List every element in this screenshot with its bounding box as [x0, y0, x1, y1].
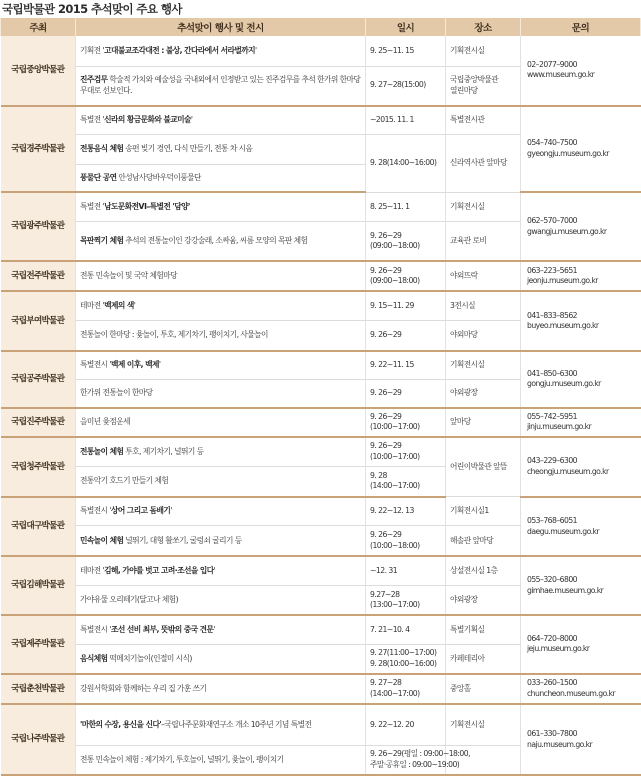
- event-description: [76, 106, 366, 135]
- event-text: 을미년 윷점운세: [80, 416, 131, 426]
- date-line: (09:00∼18:00): [370, 276, 420, 286]
- event-text: 한가위 전통놀이 한마당: [80, 387, 153, 397]
- column-header: 일시: [366, 18, 446, 36]
- event-date: [366, 497, 446, 526]
- place-line: 3전시실: [450, 300, 475, 310]
- table-row: [1, 437, 641, 466]
- event-text: 테마전 ': [80, 566, 105, 576]
- museum-name: 국립공주박물관: [1, 351, 76, 408]
- date-line: 9. 26∼29(평일 : 09:00∼18:00,: [370, 749, 471, 759]
- contact-phone: 055–742–5951: [527, 411, 577, 421]
- contact-info: [521, 437, 641, 497]
- museum-name: 국립춘천박물관: [1, 674, 76, 704]
- date-line: (10:00∼17:00): [370, 451, 420, 461]
- place-line: 신라역사관 앞마당: [450, 158, 507, 168]
- event-date: [366, 466, 446, 496]
- contact-website: gwangju.museum.go.kr: [527, 226, 607, 236]
- event-title: 상어 그리고 돔배기: [110, 506, 171, 516]
- contact-info: [521, 351, 641, 408]
- event-date: [366, 586, 446, 615]
- date-line: 9. 27(11:00∼17:00): [370, 648, 437, 658]
- event-text: 전통 민속놀이 체험 : 제기차기, 투호놀이, 널뛰기, 윷놀이, 팽이치기: [80, 754, 284, 764]
- table-row: [1, 704, 641, 745]
- event-date: [366, 192, 446, 221]
- event-place: [446, 704, 521, 745]
- date-line: 9. 26∼29: [370, 411, 402, 421]
- contact-phone: 053–768–6051: [527, 516, 577, 525]
- contact-website: jeonju.museum.go.kr: [527, 276, 598, 286]
- place-line: 국립중앙박물관: [450, 75, 499, 85]
- event-place: [446, 351, 521, 379]
- event-place: [446, 674, 521, 704]
- table-row: [1, 106, 641, 135]
- event-place: [446, 321, 521, 351]
- event-date: [366, 351, 446, 379]
- event-place: [446, 379, 521, 407]
- contact-info: [521, 261, 641, 291]
- contact-phone: 063–223–5651: [527, 265, 577, 275]
- date-line: (10:00∼17:00): [370, 422, 420, 432]
- date-line: 9. 22∼12. 20: [370, 719, 414, 729]
- event-description: [76, 379, 366, 407]
- contact-website: jeju.museum.go.kr: [527, 644, 590, 654]
- event-place: [446, 644, 521, 673]
- event-text: ': [190, 115, 193, 125]
- event-date: [366, 66, 446, 105]
- date-line: ∼12. 31: [370, 566, 398, 576]
- table-header-row: [1, 18, 641, 36]
- event-description: [76, 192, 366, 221]
- contact-info: [521, 497, 641, 557]
- date-line: 7. 21∼10. 4: [370, 624, 410, 634]
- contact-phone: 02–2077–9000: [527, 59, 577, 69]
- event-place: [446, 135, 521, 193]
- contact-website: gyeongju.museum.go.kr: [527, 148, 609, 158]
- event-title: 백제의 색: [104, 300, 134, 310]
- contact-info: [521, 36, 641, 106]
- event-place: [446, 192, 521, 221]
- event-place: [446, 497, 521, 526]
- place-line: 특별전시관: [450, 115, 485, 125]
- event-text: 안성남사당바우덕이풍물단: [116, 172, 201, 182]
- museum-name: 국립진주박물관: [1, 408, 76, 437]
- event-date: [366, 615, 446, 644]
- event-date: [366, 106, 446, 135]
- date-line: 9. 26∼29: [370, 441, 402, 451]
- event-text: –국립나주문화재연구소 개소 10주년 기념 특별전: [161, 719, 312, 729]
- contact-phone: 062–570–7000: [527, 216, 577, 226]
- museum-name: 국립부여박물관: [1, 291, 76, 351]
- museum-name: 국립중앙박물관: [1, 36, 76, 106]
- event-text: 특별전 ': [80, 115, 105, 125]
- event-text: ': [213, 624, 215, 634]
- event-date: [366, 36, 446, 66]
- event-description: [76, 586, 366, 615]
- event-date: [366, 261, 446, 291]
- column-header: 문의: [521, 18, 641, 36]
- contact-phone: 043–229–6300: [527, 456, 577, 466]
- event-date: [366, 321, 446, 351]
- event-title: 목판찍기 체험: [80, 235, 124, 245]
- table-row: [1, 261, 641, 291]
- event-text: ': [255, 45, 257, 55]
- contact-phone: 064–720–8000: [527, 633, 577, 643]
- event-date: [366, 379, 446, 407]
- event-title: '마한의 수장, 용신을 신다': [80, 719, 162, 729]
- contact-info: [521, 106, 641, 193]
- event-text: 강원서학회와 함께하는 우리 집 가훈 쓰기: [80, 683, 207, 693]
- event-description: [76, 222, 366, 261]
- event-place: [446, 556, 521, 585]
- museum-name: 국립경주박물관: [1, 106, 76, 193]
- table-row: [1, 615, 641, 644]
- event-text: 떡메치기놀이(인절미 시식): [107, 653, 192, 663]
- event-text: 특별전시 ': [80, 506, 111, 516]
- date-line: (10:00∼18:00): [370, 540, 420, 550]
- date-line: 9. 25∼11. 15: [370, 45, 414, 55]
- place-line: 앞마당: [450, 416, 471, 426]
- contact-info: [521, 291, 641, 351]
- date-line: (14:00∼17:00): [370, 688, 420, 698]
- event-text: 투호, 제기차기, 널뛰기 등: [123, 446, 204, 456]
- event-date: [366, 526, 446, 556]
- event-description: [76, 704, 366, 745]
- museum-name: 국립대구박물관: [1, 497, 76, 557]
- place-line: 기획전시실: [450, 719, 485, 729]
- event-place: [446, 222, 521, 261]
- contact-website: naju.museum.go.kr: [527, 739, 593, 749]
- date-line: 9. 26∼29: [370, 230, 402, 240]
- contact-info: [521, 408, 641, 437]
- museum-name: 국립전주박물관: [1, 261, 76, 291]
- museum-name: 국립제주박물관: [1, 615, 76, 674]
- table-row: [1, 497, 641, 526]
- table-row: [1, 192, 641, 221]
- place-line: 기획전시실: [450, 360, 485, 370]
- contact-website: www.museum.go.kr: [527, 70, 595, 80]
- place-line: 기획전시실1: [450, 506, 489, 516]
- event-place: [446, 66, 521, 105]
- event-date: [366, 704, 446, 745]
- date-line: (14:00∼17:00): [370, 481, 420, 491]
- event-date: [366, 222, 446, 261]
- event-text: ': [133, 300, 136, 310]
- date-line: (09:00∼18:00): [370, 241, 420, 251]
- event-description: [76, 321, 366, 351]
- event-description: [76, 497, 366, 526]
- event-date: [366, 408, 446, 437]
- place-line: 기획전시실: [450, 201, 485, 211]
- place-line: 열린마당: [450, 85, 478, 95]
- date-line: 9. 15∼11. 29: [370, 300, 414, 310]
- event-text: ': [158, 360, 161, 370]
- date-line: 9. 26∼29: [370, 530, 402, 540]
- event-date: [366, 644, 446, 673]
- event-title: 진주검무: [80, 75, 108, 85]
- event-title: 김해, 가야를 벗고 고려·조선을 입다: [104, 566, 214, 576]
- contact-website: daegu.museum.go.kr: [527, 526, 600, 536]
- contact-info: [521, 674, 641, 704]
- event-title: 고대불교조각대전 : 불상, 간다라에서 서라벌까지: [104, 45, 256, 55]
- event-place: [446, 408, 521, 437]
- event-title: 전통음식 체험: [80, 144, 124, 154]
- contact-info: [521, 192, 641, 260]
- museum-name: 국립김해박물관: [1, 556, 76, 615]
- date-line: ∼2015. 11. 1: [370, 115, 414, 125]
- events-table: [0, 18, 641, 776]
- event-description: [76, 135, 366, 164]
- contact-website: gongju.museum.go.kr: [527, 379, 601, 389]
- event-text: ': [213, 566, 216, 576]
- place-line: 교육관 로비: [450, 235, 487, 245]
- place-line: 특별기획실: [450, 624, 485, 634]
- event-title: 전통놀이 체험: [80, 446, 124, 456]
- event-text: 특별전시 ': [80, 624, 111, 634]
- museum-name: 국립나주박물관: [1, 704, 76, 775]
- date-line: 9. 28: [370, 470, 387, 480]
- event-text: 널뛰기, 대형 활쏘기, 굴렁쇠 굴리기 등: [123, 535, 242, 545]
- contact-website: cheongju.museum.go.kr: [527, 466, 609, 476]
- contact-phone: 033–260–1500: [527, 678, 577, 688]
- event-place: [446, 36, 521, 66]
- place-line: 야외광장: [450, 594, 478, 604]
- date-line: 9.27∼28: [370, 589, 400, 599]
- event-place: [446, 615, 521, 644]
- contact-info: [521, 556, 641, 615]
- event-description: [76, 526, 366, 556]
- place-line: 야외마당: [450, 330, 478, 340]
- date-line: 주말·공휴일 : 09:00∼19:00): [370, 759, 460, 769]
- event-description: [76, 615, 366, 644]
- date-line: 9. 28(14:00∼16:00): [370, 158, 437, 168]
- event-text: 특별전 ': [80, 202, 105, 212]
- date-line: 9. 26∼29: [370, 265, 402, 275]
- event-text: 특별전시 ': [80, 360, 111, 370]
- event-title: 남도문화전Ⅵ–특별전 '담양': [104, 202, 190, 212]
- event-title: 백제 이후, 백제: [110, 360, 159, 370]
- date-line: 8. 25∼11. 1: [370, 201, 410, 211]
- date-line: 9. 22∼11. 15: [370, 360, 414, 370]
- column-header: 장소: [446, 18, 521, 36]
- event-place: [446, 437, 521, 497]
- place-line: 해솔관 앞마당: [450, 535, 494, 545]
- contact-phone: 055–320–6800: [527, 575, 577, 585]
- event-description: [76, 674, 366, 704]
- date-line: (13:00∼17:00): [370, 600, 420, 610]
- event-date: [366, 674, 446, 704]
- event-text: 테마전 ': [80, 300, 105, 310]
- event-description: [76, 36, 366, 66]
- event-description: [76, 466, 366, 496]
- column-header: 주최: [1, 18, 76, 36]
- event-text: 기획전 ': [80, 45, 105, 55]
- museum-name: 국립광주박물관: [1, 192, 76, 260]
- event-description: [76, 556, 366, 585]
- event-text: 추석의 전통놀이인 강강술래, 소싸움, 씨름 모양의 목판 체험: [123, 235, 308, 245]
- contact-info: [521, 704, 641, 775]
- event-place: [446, 106, 521, 135]
- contact-phone: 041–850–6300: [527, 368, 577, 378]
- place-line: 야외뜨락: [450, 270, 478, 280]
- table-row: [1, 291, 641, 320]
- column-header: 추석맞이 행사 및 전시: [76, 18, 366, 36]
- date-line: 9. 27∼28: [370, 678, 402, 688]
- event-text: 학술적 가치와 예술성을 국내외에서 인정받고 있는 진주검무를 추석 한가위 한마당 무대로 선보인다.: [80, 75, 361, 95]
- event-description: [76, 291, 366, 320]
- table-body: [1, 36, 641, 775]
- event-text: 전통악기 호드기 만들기 체험: [80, 475, 169, 485]
- date-line: 9. 27∼28(15:00): [370, 80, 426, 90]
- table-row: [1, 408, 641, 437]
- event-description: [76, 644, 366, 673]
- contact-phone: 041–833–8562: [527, 310, 577, 320]
- place-line: 중앙홀: [450, 683, 471, 693]
- date-line: 9. 26∼29: [370, 330, 402, 340]
- event-place: [446, 526, 521, 556]
- museum-name: 국립청주박물관: [1, 437, 76, 497]
- contact-website: jinju.museum.go.kr: [527, 422, 592, 432]
- table-row: [1, 351, 641, 379]
- event-date: [366, 556, 446, 585]
- event-place: [446, 261, 521, 291]
- contact-info: [521, 615, 641, 674]
- table-row: [1, 36, 641, 66]
- event-date: [366, 291, 446, 320]
- event-title: 풍물단 공연: [80, 172, 117, 182]
- event-text: 전통 민속놀이 및 국악 체험마당: [80, 270, 177, 280]
- event-description: [76, 261, 366, 291]
- place-line: 야외광장: [450, 387, 478, 397]
- table-row: [1, 674, 641, 704]
- event-description: [76, 351, 366, 379]
- event-title: 민속놀이 체험: [80, 535, 124, 545]
- contact-website: buyeo.museum.go.kr: [527, 321, 599, 331]
- place-line: 상설전시실 1층: [450, 566, 498, 576]
- event-place: [446, 586, 521, 615]
- place-line: 어린이박물관 앞뜰: [450, 461, 507, 471]
- event-text: 가야유물 오리떼기(달고나 체험): [80, 594, 179, 604]
- event-title: 조선 선비 최부, 뜻밖의 중국 견문: [110, 624, 214, 634]
- event-title: 음식체험: [80, 653, 108, 663]
- event-description: [76, 164, 366, 192]
- event-text: 송편 빚기 경연, 다식 만들기, 전통 차 시음: [123, 144, 253, 154]
- event-date: [366, 437, 446, 466]
- event-description: [76, 66, 366, 105]
- contact-phone: 061–330–7800: [527, 729, 577, 739]
- event-description: [76, 408, 366, 437]
- event-text: ': [170, 506, 172, 516]
- page-title: 국립박물관 2015 추석맞이 주요 행사: [2, 2, 182, 16]
- event-description: [76, 437, 366, 466]
- date-line: 9. 22∼12. 13: [370, 506, 414, 516]
- event-place: [446, 291, 521, 320]
- date-line: 9. 28(10:00∼16:00): [370, 658, 437, 668]
- event-title: 신라의 황금문화와 불교미술: [104, 115, 191, 125]
- event-date: [366, 135, 446, 193]
- place-line: 기획전시실: [450, 45, 485, 55]
- place-line: 카페테리아: [450, 653, 485, 663]
- contact-website: chuncheon.museum.go.kr: [527, 688, 615, 698]
- date-line: 9. 26∼29: [370, 387, 402, 397]
- table-row: [1, 556, 641, 585]
- event-text: 전통놀이 한마당 : 윷놀이, 투호, 제기차기, 팽이치기, 사물놀이: [80, 330, 268, 340]
- contact-phone: 054–740–7500: [527, 138, 577, 148]
- contact-website: gimhae.museum.go.kr: [527, 585, 604, 595]
- event-description: [76, 745, 366, 775]
- event-date: [366, 745, 471, 775]
